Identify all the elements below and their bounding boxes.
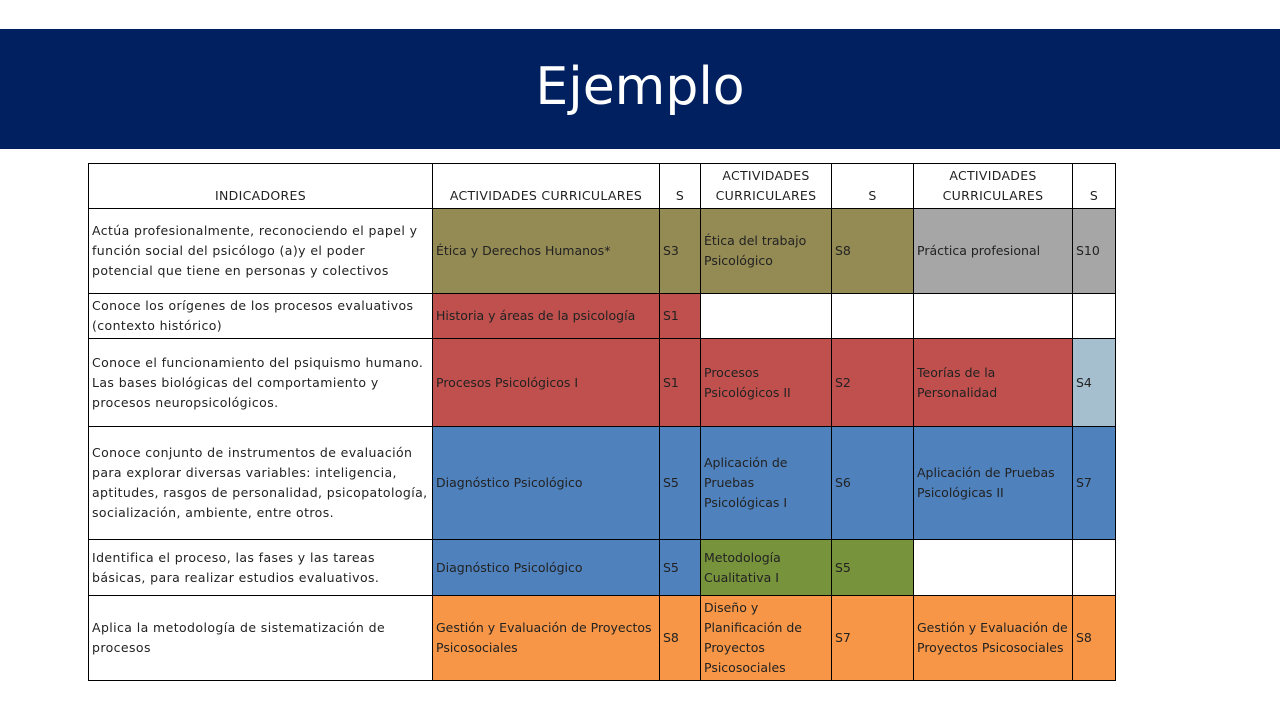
indicator-cell: Conoce los orígenes de los procesos evaluativos (contexto histórico) bbox=[89, 294, 433, 339]
activity-cell bbox=[914, 540, 1073, 596]
semester-cell: S6 bbox=[832, 427, 914, 540]
semester-cell: S1 bbox=[660, 339, 701, 427]
activity-cell: Diagnóstico Psicológico bbox=[433, 427, 660, 540]
activity-cell: Ética del trabajo Psicológico bbox=[701, 209, 832, 294]
semester-cell: S5 bbox=[832, 540, 914, 596]
semester-cell bbox=[832, 294, 914, 339]
title-banner bbox=[0, 29, 1280, 149]
table-row bbox=[89, 540, 1116, 596]
indicator-cell: Actúa profesionalmente, reconociendo el papel y función social del psicólogo (a)y el poder potencial que tiene en personas y colectivos bbox=[89, 209, 433, 294]
header-s-2: S bbox=[832, 164, 914, 209]
table-row bbox=[89, 596, 1116, 681]
table-row bbox=[89, 339, 1116, 427]
activity-cell: Gestión y Evaluación de Proyectos Psicosociales bbox=[914, 596, 1073, 681]
indicator-cell: Conoce el funcionamiento del psiquismo humano. Las bases biológicas del comportamiento y procesos neuropsicológicos. bbox=[89, 339, 433, 427]
activity-cell: Diagnóstico Psicológico bbox=[433, 540, 660, 596]
curriculum-table bbox=[88, 163, 1116, 681]
activity-cell: Procesos Psicológicos I bbox=[433, 339, 660, 427]
header-actividades-2: ACTIVIDADES CURRICULARES bbox=[701, 164, 832, 209]
table-row bbox=[89, 427, 1116, 540]
semester-cell: S8 bbox=[832, 209, 914, 294]
semester-cell: S7 bbox=[832, 596, 914, 681]
semester-cell: S8 bbox=[1073, 596, 1116, 681]
header-row bbox=[89, 164, 1116, 209]
activity-cell: Aplicación de Pruebas Psicológicas I bbox=[701, 427, 832, 540]
semester-cell bbox=[1073, 294, 1116, 339]
table-row bbox=[89, 294, 1116, 339]
semester-cell: S7 bbox=[1073, 427, 1116, 540]
activity-cell: Teorías de la Personalidad bbox=[914, 339, 1073, 427]
header-actividades-3: ACTIVIDADES CURRICULARES bbox=[914, 164, 1073, 209]
activity-cell: Gestión y Evaluación de Proyectos Psicosociales bbox=[433, 596, 660, 681]
slide-title: Ejemplo bbox=[535, 57, 745, 117]
activity-cell: Ética y Derechos Humanos* bbox=[433, 209, 660, 294]
activity-cell: Historia y áreas de la psicología bbox=[433, 294, 660, 339]
header-s-3: S bbox=[1073, 164, 1116, 209]
semester-cell: S1 bbox=[660, 294, 701, 339]
activity-cell: Procesos Psicológicos II bbox=[701, 339, 832, 427]
semester-cell: S10 bbox=[1073, 209, 1116, 294]
header-s-1: S bbox=[660, 164, 701, 209]
indicator-cell: Conoce conjunto de instrumentos de evaluación para explorar diversas variables: inteligencia, aptitudes, rasgos de personalidad, psicopatología, socialización, ambiente, entre otros. bbox=[89, 427, 433, 540]
activity-cell bbox=[914, 294, 1073, 339]
indicator-cell: Identifica el proceso, las fases y las tareas básicas, para realizar estudios evaluativos. bbox=[89, 540, 433, 596]
semester-cell: S2 bbox=[832, 339, 914, 427]
semester-cell: S5 bbox=[660, 427, 701, 540]
semester-cell: S8 bbox=[660, 596, 701, 681]
header-actividades-1: ACTIVIDADES CURRICULARES bbox=[433, 164, 660, 209]
activity-cell: Práctica profesional bbox=[914, 209, 1073, 294]
semester-cell: S4 bbox=[1073, 339, 1116, 427]
activity-cell: Metodología Cualitativa I bbox=[701, 540, 832, 596]
semester-cell: S5 bbox=[660, 540, 701, 596]
header-indicadores: INDICADORES bbox=[89, 164, 433, 209]
table-row bbox=[89, 209, 1116, 294]
semester-cell bbox=[1073, 540, 1116, 596]
semester-cell: S3 bbox=[660, 209, 701, 294]
activity-cell bbox=[701, 294, 832, 339]
indicator-cell: Aplica la metodología de sistematización de procesos bbox=[89, 596, 433, 681]
activity-cell: Diseño y Planificación de Proyectos Psicosociales bbox=[701, 596, 832, 681]
activity-cell: Aplicación de Pruebas Psicológicas II bbox=[914, 427, 1073, 540]
